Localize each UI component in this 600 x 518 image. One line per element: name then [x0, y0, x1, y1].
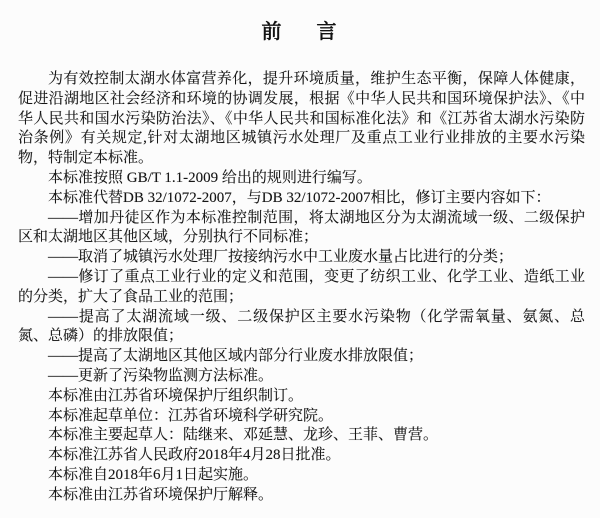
foreword-body [18, 70, 585, 506]
editing-rule-line: 本标准按照 GB/T 1.1-2009 给出的规则进行编写。 [48, 169, 372, 186]
implementation-date-line: 本标准自2018年6月1日起实施。 [48, 466, 259, 483]
revision-item-5: ——提高了太湖地区其他区域内部分行业废水排放限值； [48, 348, 424, 365]
revision-item-6: ——更新了污染物监测方法标准。 [48, 367, 274, 384]
revision-item-3: ——修订了重点工业行业的定义和范围，变更了纺织工业、化学工业、造纸工业的分类，扩大了食品工业的范围； [18, 268, 585, 305]
approval-line: 本标准江苏省人民政府2018年4月28日批准。 [48, 447, 341, 464]
revision-item-1: ——增加丹徒区作为本标准控制范围，将太湖地区分为太湖流域一级、二级保护区和太湖地区其他区域，分别执行不同标准； [18, 209, 585, 246]
replacement-line: 本标准代替DB 32/1072-2007，与DB 32/1072-2007相比，修订主要内容如下： [48, 189, 551, 206]
document-title: 前 言 [261, 21, 339, 43]
drafting-unit-line: 本标准起草单位：江苏省环境科学研究院。 [48, 407, 334, 424]
drafters-line: 本标准主要起草人：陆继来、邓延慧、龙珍、王菲、曹营。 [48, 427, 439, 444]
organizer-line: 本标准由江苏省环境保护厅组织制订。 [48, 387, 304, 404]
revision-item-4: ——提高了太湖流域一级、二级保护区主要水污染物（化学需氧量、氨氮、总氮、总磷）的排放限值； [18, 308, 585, 345]
revision-item-2: ——取消了城镇污水处理厂按接纳污水中工业废水量占比进行的分类； [48, 249, 514, 266]
interpretation-line: 本标准由江苏省环境保护厅解释。 [48, 486, 274, 503]
intro-paragraph: 为有效控制太湖水体富营养化，提升环境质量，维护生态平衡，保障人体健康，促进沿湖地区社会经济和环境的协调发展，根据《中华人民共和国环境保护法》、《中华人民共和国水污染防治法》、《中华人民共和国标准化法》和《江苏省太湖水污染防治条例》有关规定,针对太湖地区城镇污水处理厂及重点工业行业排放的主要水污染物，特制定本标准。 [18, 71, 585, 167]
